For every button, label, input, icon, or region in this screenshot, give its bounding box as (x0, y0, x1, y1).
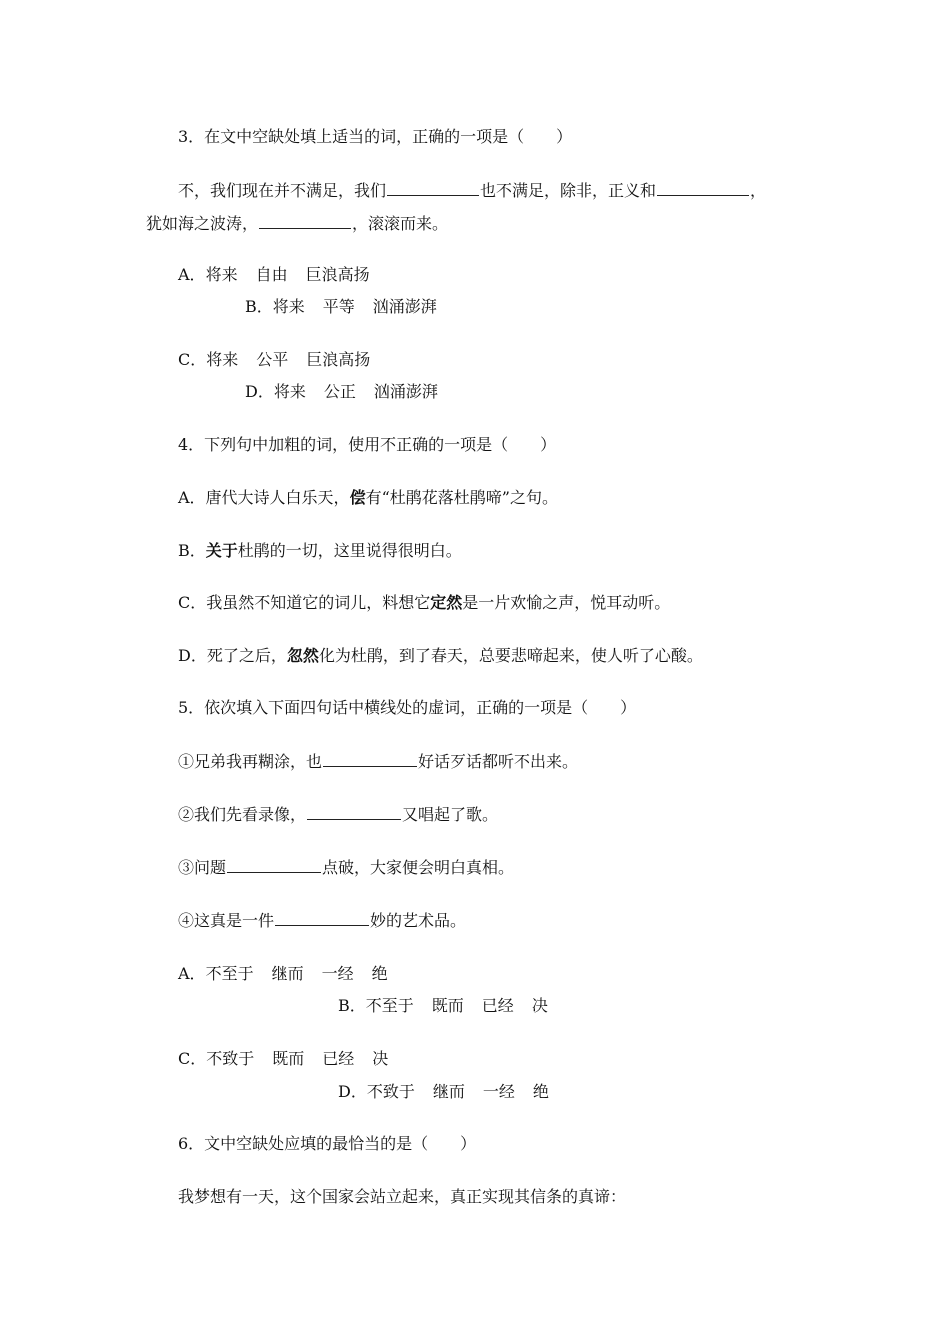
sentence-text: ④这真是一件 (178, 911, 275, 930)
q3-passage-text-a: 不，我们现在并不满足，我们 (178, 181, 387, 200)
option-word: 公正 (323, 382, 356, 401)
bold-word: 偿 (349, 488, 366, 507)
option-word: 继而 (432, 1082, 465, 1101)
option-word: 自由 (255, 265, 288, 284)
q4-stem: 4．下列句中加粗的词，使用不正确的一项是（ ） (178, 435, 557, 454)
sentence-text: ③问题 (178, 858, 227, 877)
q5-option-d (338, 1081, 567, 1103)
option-word: 已经 (322, 1049, 355, 1068)
option-word: 将来 (272, 297, 305, 316)
option-letter: C． (178, 350, 207, 369)
option-letter: B． (338, 996, 366, 1015)
bold-word: 关于 (205, 541, 238, 560)
option-word: 既而 (272, 1049, 305, 1068)
option-letter: D． (245, 382, 274, 401)
option-word: 将来 (273, 382, 306, 401)
q4-option-c (178, 592, 670, 614)
option-word: 既而 (431, 996, 464, 1015)
option-word: 巨浪高扬 (305, 265, 370, 284)
bold-word: 定然 (430, 593, 463, 612)
option-word: 一经 (482, 1082, 515, 1101)
option-text: C．我虽然不知道它的词儿，料想它 (178, 593, 431, 612)
option-text: 是一片欢愉之声，悦耳动听。 (462, 593, 671, 612)
sentence-text: ①兄弟我再糊涂，也 (178, 752, 323, 771)
option-letter: A． (178, 265, 206, 284)
option-letter: C． (178, 1049, 207, 1068)
q3-passage-text-e: ，滚滚而来。 (352, 214, 449, 233)
option-word: 绝 (371, 964, 388, 983)
option-word: 不致于 (366, 1082, 415, 1101)
option-text: 化为杜鹃，到了春天，总要悲啼起来，使人听了心酸。 (318, 646, 703, 665)
option-word: 不至于 (365, 996, 414, 1015)
q6-stem: 6．文中空缺处应填的最恰当的是（ ） (178, 1134, 477, 1153)
option-letter: B． (245, 297, 273, 316)
option-word: 决 (531, 996, 548, 1015)
q3-stem: 3．在文中空缺处填上适当的词，正确的一项是（ ） (178, 127, 573, 146)
q5-sentence-3 (178, 856, 514, 879)
option-word: 将来 (206, 350, 239, 369)
q5-option-c (178, 1048, 406, 1070)
option-word: 平等 (322, 297, 355, 316)
fill-blank (275, 909, 369, 926)
q3-passage-line2 (146, 212, 448, 235)
option-word: 继而 (271, 964, 304, 983)
fill-blank (227, 856, 321, 873)
sentence-text: 又唱起了歌。 (402, 805, 499, 824)
option-word: 将来 (205, 265, 238, 284)
sentence-text: 妙的艺术品。 (370, 911, 467, 930)
fill-blank (307, 803, 401, 820)
option-word: 不致于 (206, 1049, 255, 1068)
sentence-text: ②我们先看录像， (178, 805, 307, 824)
q3-option-b (245, 296, 455, 318)
option-word: 决 (372, 1049, 389, 1068)
option-word: 汹涌澎湃 (373, 382, 438, 401)
option-word: 不至于 (205, 964, 254, 983)
fill-blank (259, 212, 351, 229)
sentence-text: 好话歹话都听不出来。 (418, 752, 579, 771)
option-letter: A． (178, 964, 206, 983)
fill-blank (657, 179, 749, 196)
q3-option-a (178, 264, 388, 286)
q3-option-d (245, 381, 456, 403)
bold-word: 忽然 (286, 646, 319, 665)
q5-sentence-2 (178, 803, 498, 826)
option-letter: D． (338, 1082, 367, 1101)
q5-sentence-1 (178, 750, 578, 773)
option-text: B． (178, 541, 206, 560)
option-word: 绝 (532, 1082, 549, 1101)
q3-passage-line1 (178, 179, 766, 202)
option-text: D．死了之后， (178, 646, 287, 665)
option-text: 杜鹃的一切，这里说得很明白。 (237, 541, 462, 560)
option-text: A．唐代大诗人白乐天， (178, 488, 350, 507)
q5-option-b (338, 995, 566, 1017)
option-text: 有“杜鹃花落杜鹃啼”之句。 (365, 488, 558, 507)
q3-option-c (178, 349, 388, 371)
q4-option-b (178, 540, 462, 562)
q4-option-d (178, 645, 703, 667)
sentence-text: 点破，大家便会明白真相。 (322, 858, 515, 877)
q3-passage-text-c: ， (750, 181, 767, 200)
option-word: 公平 (256, 350, 289, 369)
option-word: 汹涌澎湃 (372, 297, 437, 316)
q6-passage: 我梦想有一天，这个国家会站立起来，真正实现其信条的真谛： (178, 1187, 627, 1206)
q5-stem: 5．依次填入下面四句话中横线处的虚词，正确的一项是（ ） (178, 698, 637, 717)
option-word: 已经 (481, 996, 514, 1015)
q4-option-a (178, 487, 558, 509)
option-word: 巨浪高扬 (306, 350, 371, 369)
q5-sentence-4 (178, 909, 466, 932)
option-word: 一经 (321, 964, 354, 983)
q3-passage-text-d: 犹如海之波涛， (146, 214, 259, 233)
q5-option-a (178, 963, 406, 985)
fill-blank (387, 179, 479, 196)
q3-passage-text-b: 也不满足，除非，正义和 (480, 181, 657, 200)
fill-blank (323, 750, 417, 767)
